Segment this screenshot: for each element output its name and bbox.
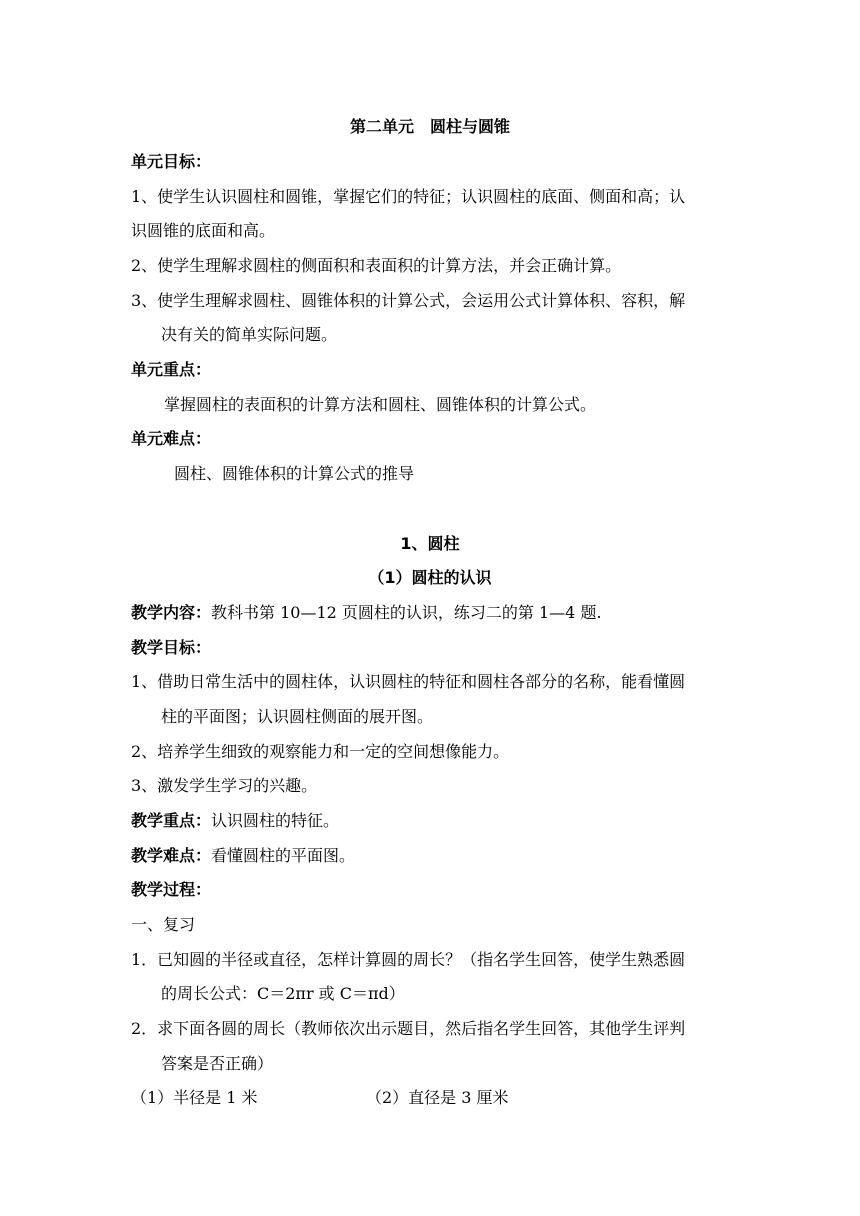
teaching-content-label: 教学内容：	[131, 603, 212, 622]
difficulty-text: 看懂圆柱的平面图。	[211, 846, 356, 865]
unit-goal-3-line1: 3、使学生理解求圆柱、圆锥体积的计算公式，会运用公式计算体积、容积，解	[131, 291, 686, 310]
process-part-1: 一、复习	[131, 915, 196, 934]
unit-goal-2: 2、使学生理解求圆柱的侧面积和表面积的计算方法，并会正确计算。	[131, 256, 622, 275]
lesson-title: （1）圆柱的认识	[368, 568, 492, 587]
review-question-2-line2: 答案是否正确）	[161, 1054, 274, 1073]
teaching-goal-2: 2、培养学生细致的观察能力和一定的空间想像能力。	[131, 742, 510, 761]
unit-difficulty-heading: 单元难点：	[131, 429, 212, 448]
teaching-goals-heading: 教学目标：	[131, 638, 212, 657]
section-title: 1、圆柱	[400, 534, 460, 553]
teaching-goal-1-line1: 1、借助日常生活中的圆柱体，认识圆柱的特征和圆柱各部分的名称，能看懂圆	[131, 672, 686, 691]
unit-goal-1-line2: 识圆锥的底面和高。	[131, 221, 276, 240]
difficulty-label: 教学难点：	[131, 846, 212, 865]
unit-goal-3-line2: 决有关的简单实际问题。	[161, 325, 338, 344]
unit-difficulty-text: 圆柱、圆锥体积的计算公式的推导	[174, 464, 415, 483]
teaching-goal-1-line2: 柱的平面图；认识圆柱侧面的展开图。	[161, 707, 434, 726]
teaching-process-heading: 教学过程：	[131, 880, 212, 899]
key-point-text: 认识圆柱的特征。	[211, 811, 340, 830]
review-question-2-line1: 2．求下面各圆的周长（教师依次出示题目，然后指名学生回答，其他学生评判	[131, 1019, 686, 1038]
teaching-goal-3: 3、激发学生学习的兴趣。	[131, 776, 318, 795]
unit-goals-heading: 单元目标：	[131, 152, 212, 171]
review-question-1-line1: 1．已知圆的半径或直径，怎样计算圆的周长？（指名学生回答，使学生熟悉圆	[131, 950, 686, 969]
unit-key-heading: 单元重点：	[131, 360, 212, 379]
teaching-difficulty	[131, 846, 355, 866]
review-question-1-line2: 的周长公式：C＝2πr 或 C＝πd）	[161, 984, 405, 1003]
key-point-label: 教学重点：	[131, 811, 212, 830]
teaching-content	[131, 603, 602, 623]
unit-key-text: 掌握圆柱的表面积的计算方法和圆柱、圆锥体积的计算公式。	[164, 395, 597, 414]
teaching-content-text: 教科书第 10—12 页圆柱的认识，练习二的第 1—4 题.	[211, 603, 602, 622]
sub-question-1: （1）半径是 1 米	[131, 1088, 258, 1107]
teaching-key-point	[131, 811, 339, 831]
unit-goal-1-line1: 1、使学生认识圆柱和圆锥，掌握它们的特征；认识圆柱的底面、侧面和高；认	[131, 187, 686, 206]
unit-title: 第二单元 圆柱与圆锥	[349, 117, 510, 136]
sub-question-2: （2）直径是 3 厘米	[366, 1088, 509, 1107]
